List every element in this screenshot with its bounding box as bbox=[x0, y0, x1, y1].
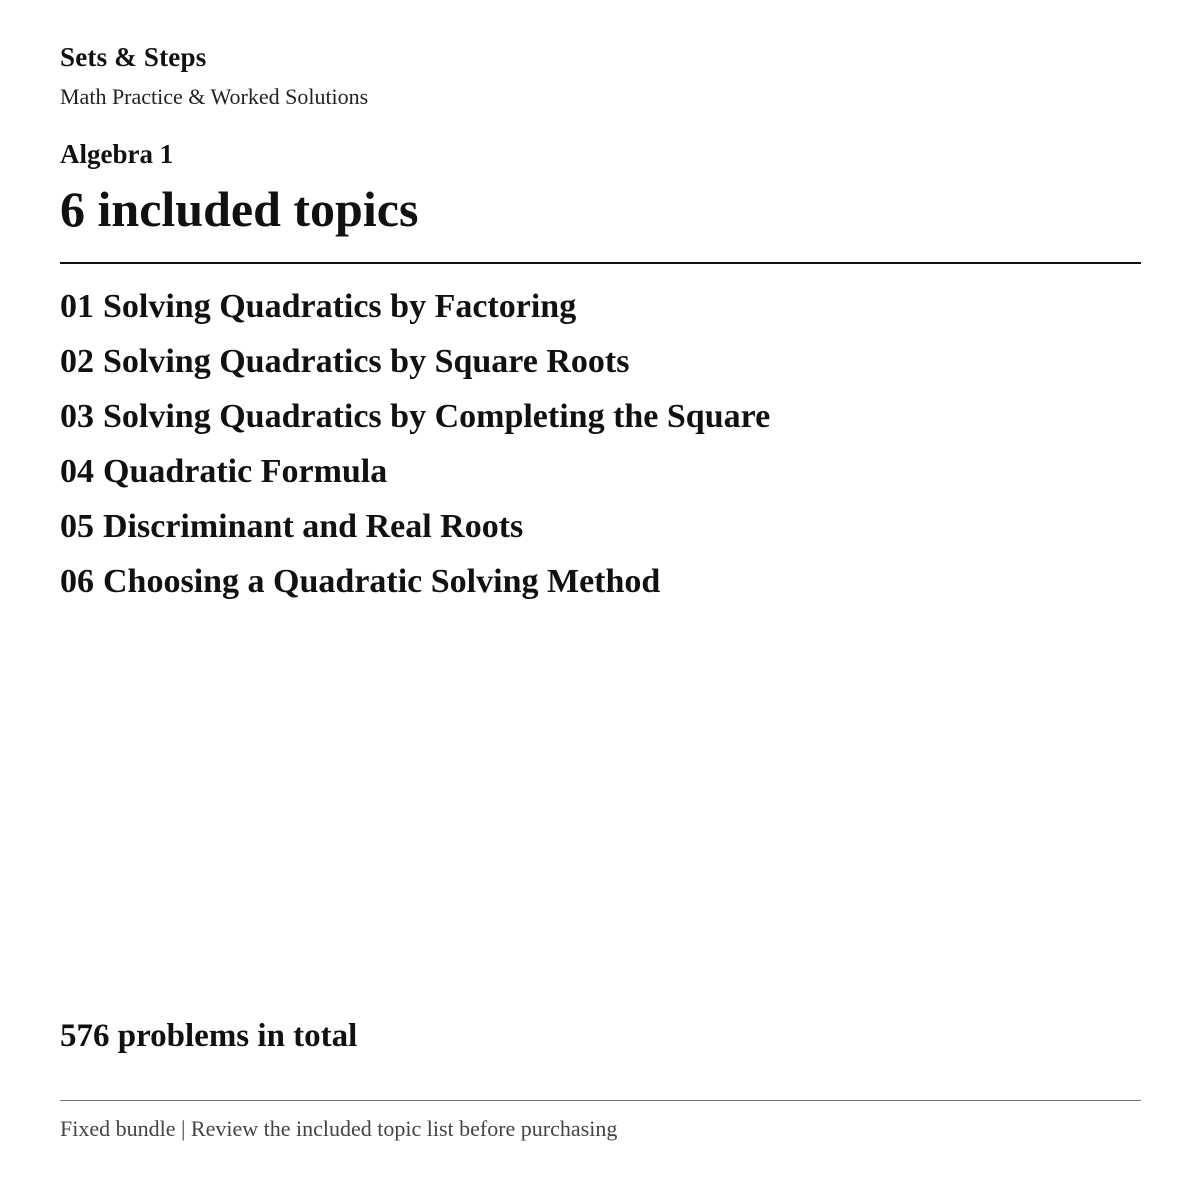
course-name: Algebra 1 bbox=[60, 139, 174, 169]
topic-item bbox=[60, 444, 770, 499]
topic-number: 03 bbox=[60, 398, 94, 435]
topic-title: Solving Quadratics by Square Roots bbox=[103, 343, 630, 380]
bundle-sheet bbox=[60, 0, 1141, 1200]
topic-title: Choosing a Quadratic Solving Method bbox=[103, 563, 661, 600]
topic-list bbox=[60, 279, 770, 609]
bottom-divider bbox=[60, 1100, 1141, 1101]
topic-item bbox=[60, 279, 770, 334]
brand-name: Sets & Steps bbox=[60, 42, 207, 72]
problem-total: 576 problems in total bbox=[60, 1018, 358, 1054]
topic-title: Quadratic Formula bbox=[103, 453, 388, 490]
topic-item bbox=[60, 389, 770, 444]
topic-number: 02 bbox=[60, 343, 94, 380]
topic-number: 04 bbox=[60, 453, 94, 490]
topic-title: Discriminant and Real Roots bbox=[103, 508, 524, 545]
topic-number: 05 bbox=[60, 508, 94, 545]
topic-title: Solving Quadratics by Completing the Square bbox=[103, 398, 771, 435]
topic-item bbox=[60, 499, 770, 554]
topic-number: 06 bbox=[60, 563, 94, 600]
brand-tagline: Math Practice & Worked Solutions bbox=[60, 84, 369, 109]
topic-number: 01 bbox=[60, 288, 94, 325]
top-divider bbox=[60, 262, 1141, 264]
topic-count-heading: 6 included topics bbox=[60, 181, 419, 237]
topic-item bbox=[60, 334, 770, 389]
topic-item bbox=[60, 554, 770, 609]
footer-note: Fixed bundle | Review the included topic list before purchasing bbox=[60, 1116, 618, 1141]
topic-title: Solving Quadratics by Factoring bbox=[103, 288, 577, 325]
